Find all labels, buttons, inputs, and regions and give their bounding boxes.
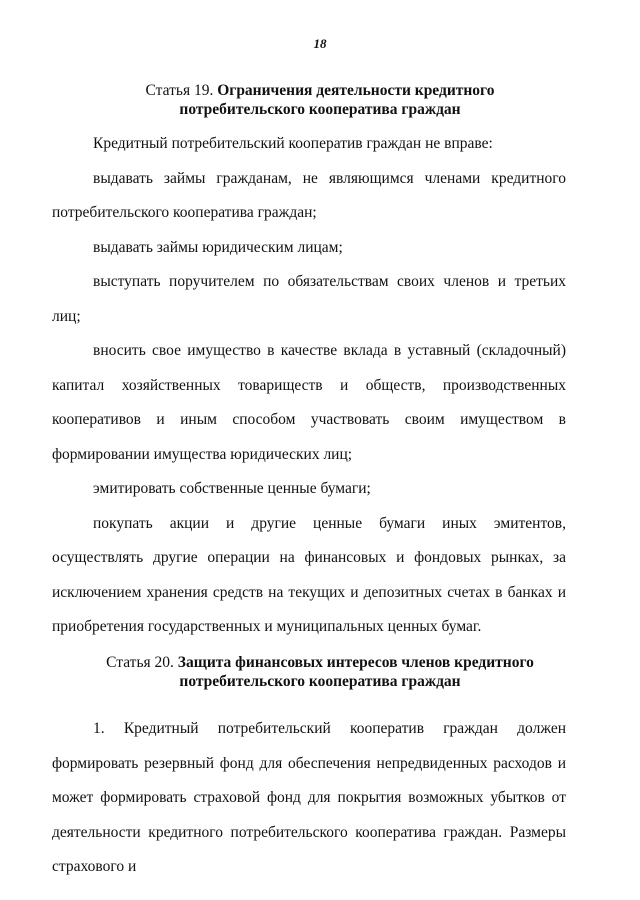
paragraph: покупать акции и другие ценные бумаги иных эмитентов, осуществлять другие операции на финансовых и фондовых рынках, за исключением хранения средств на текущих и депозитных счетах в банках и приобретения государственных и муниципальных ценных бумаг. <box>52 514 566 635</box>
article-20-body <box>52 712 566 885</box>
article-19-body <box>52 127 566 645</box>
paragraph: Кредитный потребительский кооператив граждан не вправе: <box>93 135 493 152</box>
paragraph: 1. Кредитный потребительский кооператив граждан должен формировать резервный фонд для обеспечения непредвиденных расходов и может формировать страховой фонд для покрытия возможных убытков от деятельности кредитного потребительского кооператива граждан. Размеры страхового и <box>52 720 566 875</box>
paragraph: выдавать займы юридическим лицам; <box>93 238 343 256</box>
article-19-heading <box>0 81 640 119</box>
article-20-title-line2: потребительского кооператива граждан <box>179 673 461 690</box>
article-20-heading <box>0 653 640 691</box>
article-19-title-line1: Ограничения деятельности кредитного <box>217 82 495 99</box>
paragraph: выступать поручителем по обязательствам своих членов и третьих лиц; <box>52 273 566 325</box>
article-20-title-line1: Защита финансовых интересов членов кредитного <box>177 654 534 671</box>
paragraph: вносить свое имущество в качестве вклада в уставный (складочный) капитал хозяйственных товариществ и обществ, производственных кооперативов и иным способом участвовать своим имуществом в формировании имущества юридических лиц; <box>52 342 566 463</box>
paragraph: эмитировать собственные ценные бумаги; <box>93 480 371 497</box>
article-20-number: Статья 20. <box>106 654 174 671</box>
paragraph: выдавать займы гражданам, не являющимся членами кредитного потребительского кооператива граждан; <box>52 169 566 221</box>
article-19-number: Статья 19. <box>145 82 214 99</box>
article-19-title-line2: потребительского кооператива граждан <box>179 101 461 118</box>
page-number: 18 <box>313 36 327 51</box>
